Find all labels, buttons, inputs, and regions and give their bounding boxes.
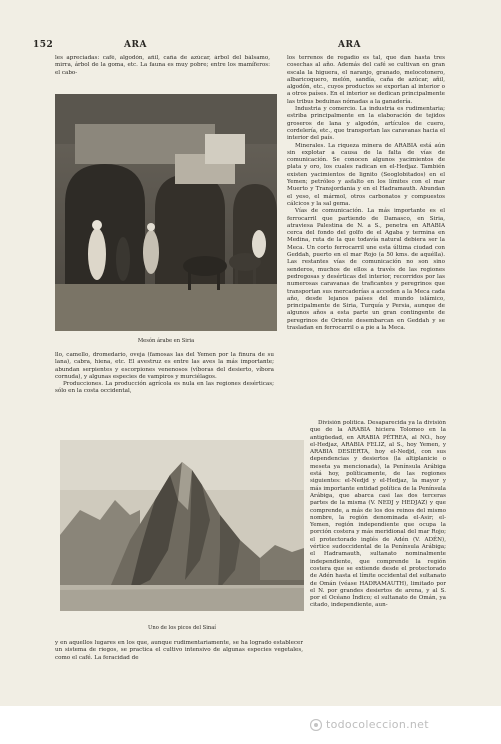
paragraph: y en aquellos lugares en los que, aunque rudimentariamente, se ha logrado establecer un sistema de riegos, se practica el cultivo intensivo de algunas especies vegetales, como el café. La feracidad de <box>55 640 303 661</box>
paragraph: llo, camello, dromedario, oveja (famosas las del Yemen por la finura de su lana), cabra, hiena, etc. El avestruz es entre las aves la más importante; abundan serpientes y escorpiones venenosos (víboras del desierto, víbora cornuda), y algunas especies de vampiros y murciélagos. <box>55 352 274 380</box>
caption-pico-sinai: Uno de los picos del Sinaí <box>148 625 216 631</box>
left-column-bottom-text <box>55 640 303 674</box>
paragraph: División política. Desaparecida ya la división que de la ARABIA hiciera Tolomeo en la antigüedad, en ARABIA PÉTREA, al NO., hoy el-Hedjaz, ARABIA FELIZ, al S., hoy Yemen, y ARABIA DESIERTA, hoy el-Nedjd, con sus dependencias y desiertos (la altiplanicie o meseta ya mencionada), la Península Arábiga está hoy, políticamente, de las regiones siguientes: el-Nedjd y el-Hedjaz, la mayor y más importante entidad política de la Península Arábiga, que abarca casi las dos terceras partes de la misma (V. NEDJ y HEDJAZ) y que comprende, a más de los dos reinos del mismo nombre, la región denominada el-Asir; el-Yemen, región independiente que ocupa la porción costera y más meridional del mar Rojo; el protectorado inglés de Adén (V. ADÉN), vértice sudoccidental de la Península Arábiga; el Hadramauth, sultanato nominalmente independiente, que comprende la región costera que se extiende desde el protectorado de Adén hasta el límite occidental del sultanato de Omán (véase HADRAMAUTH), limitado por el N. por grandes desiertos de arena, y al S. por el Océano Índico; el sultanato de Omán, ya citado, independiente, aun- <box>310 420 446 609</box>
watermark-text: todocoleccion.net <box>326 718 429 731</box>
watermark-bar <box>0 706 501 744</box>
right-column-bottom-text <box>310 420 446 678</box>
page-number: 152 <box>33 40 54 50</box>
photo-meson-arabe <box>55 94 277 331</box>
paragraph: Minerales. La riqueza minera de ARABIA está aún sin explotar a causa de la falta de vías de comunicación. Se conocen algunos yacimientos de plata y oro, los cuales radican en el-Hedjaz. También existen yacimientos de lignito (Seoglobitados) en el Yemen; petróleo y asfalto en los límites con el mar Muerto y Transjordania y en el Hadramauth. Abundan el yeso, el mármol, otros carbonatos y compuestos cálcicos y la sal gema. <box>287 142 445 207</box>
left-column-top-text <box>55 55 270 85</box>
paragraph: Vías de comunicación. La más importante es el ferrocarril que partiendo de Damasco, en Siria, atraviesa Palestina de N. a S., penetra en ARABIA cerca del fondo del golfo de el Agaba y termina en Medina, ruta de la que todavía natural debiera ser la Meca. Un corto ferrocarril une esta última ciudad con Geddah, puerto en el mar Rojo (a 50 kms. de aquélla). Las restantes vías de comunicación no son sino senderos, muchos de ellos a través de las regiones pedregosas y desérticas del interior, recorridos por las numerosas caravanas de traficantes y peregrinos que transportan sus mercaderías a acceden a la Meca cada año, desde lejanos países del mundo islámico, principalmente de Siria, Turquía y Persia, aunque de algunos años a esta parte un gran contingente de peregrinos de Oriente desembarcan en Geddah y se trasladan en ferrocarril o a pie a la Meca. <box>287 208 445 331</box>
photo-pico-sinai <box>60 440 304 611</box>
paragraph: les apreciadas: café, algodón, añil, caña de azúcar, árbol del bálsamo, mirra, árbol de la goma, etc. La fauna es muy pobre; entre los mamíferos: el cabo- <box>55 55 270 76</box>
running-head-left: ARA <box>124 40 147 50</box>
todocoleccion-logo-icon <box>310 719 322 731</box>
left-column-middle-text <box>55 352 274 442</box>
caption-meson-arabe: Mesón árabe en Siria <box>137 338 195 344</box>
paragraph: los terrenos de regadío es tal, que dan hasta tres cosechas al año. Además del café se cultivan en gran escala la higuera, el naranjo, granado, melocotonero, albaricoquero, melón, sandía, caña de azúcar, añil, algodón, etc., cuyos productos se exportan al interior o a otros países. En el interior se dedican principalmente las tribus beduinas nómadas a la ganadería. <box>287 55 445 105</box>
paragraph: Industria y comercio. La industria es rudimentaria; estriba principalmente en la elaboración de tejidos groseros de lana y algodón, artículos de cuero, cordelería, etc., que transportan las caravanas hacia el interior del país. <box>287 106 445 142</box>
right-column-top-text <box>287 55 445 420</box>
meson-arabe-image <box>55 94 277 331</box>
pico-sinai-image <box>60 440 304 611</box>
paragraph: Producciones. La producción agrícola es nula en las regiones desérticas; sólo en la costa occidental, <box>55 381 274 395</box>
running-head-right: ARA <box>338 40 361 50</box>
